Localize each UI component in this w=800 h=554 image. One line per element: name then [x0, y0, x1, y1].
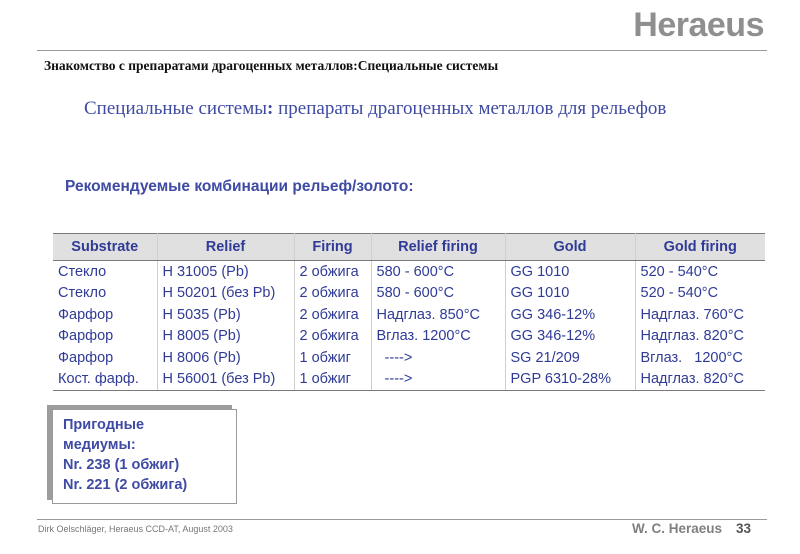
table-cell: 1 обжиг: [294, 369, 371, 391]
table-cell: H 31005 (Pb): [157, 261, 294, 283]
table-cell: Надглаз. 850°C: [371, 304, 505, 326]
table-cell: 520 - 540°C: [640, 263, 719, 280]
table-cell: Вглаз. 1200°C: [640, 349, 743, 366]
table-cell: Надглаз. 820°C: [635, 369, 765, 391]
relief-gold-table: [53, 233, 765, 391]
table-cell: ---->: [371, 369, 505, 391]
table-cell: Надглаз. 820°C: [640, 328, 744, 345]
section-title: Знакомство с препаратами драгоценных металлов:Специальные системы: [44, 58, 499, 73]
column-header-relief-firing: Relief firing: [371, 234, 505, 261]
table-cell: H 5035 (Pb): [157, 304, 294, 326]
combinations-subtitle: Рекомендуемые комбинации рельеф/золото:: [65, 178, 414, 195]
footer-divider: [37, 519, 767, 520]
table-cell: 520 - 540°C: [640, 285, 719, 302]
page-number: 33: [736, 521, 752, 536]
table-cell: GG 1010: [505, 261, 635, 283]
note-line: Пригодные: [63, 417, 145, 433]
footer-company: W. C. Heraeus: [632, 521, 723, 536]
table-cell: 2 обжига: [294, 304, 371, 326]
table-row: [53, 326, 765, 348]
table-cell: ---->: [371, 347, 505, 369]
column-header-gold: Gold: [505, 234, 635, 261]
table-header-row: [53, 234, 765, 261]
table-cell: GG 1010: [505, 283, 635, 305]
table-cell: PGP 6310-28%: [505, 369, 635, 391]
table-cell: Фарфор: [53, 347, 157, 369]
table-row: [53, 369, 765, 391]
note-line: Nr. 221 (2 обжига): [63, 477, 188, 493]
heraeus-logo: Heraeus: [633, 6, 764, 44]
slide-title-colon: :: [267, 98, 274, 119]
slide-title: [84, 98, 666, 120]
table-cell: H 8006 (Pb): [157, 347, 294, 369]
table-row: [53, 261, 765, 283]
table-row: [53, 304, 765, 326]
slide-title-part2: препараты драгоценных металлов для рельефов: [273, 98, 667, 119]
table-cell: H 56001 (без Pb): [157, 369, 294, 391]
table-cell: H 8005 (Pb): [157, 326, 294, 348]
table-cell: Кост. фарф.: [53, 369, 157, 391]
table-cell: 1 обжиг: [294, 347, 371, 369]
table-cell: Фарфор: [53, 304, 157, 326]
table-cell: Вглаз. 1200°C: [371, 326, 505, 348]
table-cell: Фарфор: [53, 326, 157, 348]
column-header-gold-firing: Gold firing: [635, 234, 765, 261]
table-cell: 580 - 600°C: [371, 261, 505, 283]
column-header-firing: Firing: [294, 234, 371, 261]
table-cell: 580 - 600°C: [371, 283, 505, 305]
note-line: Nr. 238 (1 обжиг): [63, 457, 180, 473]
header-divider: [37, 50, 767, 51]
table-cell: 2 обжига: [294, 261, 371, 283]
table-cell: 2 обжига: [294, 283, 371, 305]
table-row: [53, 283, 765, 305]
table-cell: SG 21/209: [505, 347, 635, 369]
table-row: [53, 347, 765, 369]
table-cell: H 50201 (без Pb): [157, 283, 294, 305]
table-cell: Стекло: [53, 283, 157, 305]
table-cell: Надглаз. 760°C: [640, 306, 744, 323]
column-header-substrate: Substrate: [53, 234, 157, 261]
suitable-mediums-note: [52, 409, 237, 504]
note-line: медиумы:: [63, 437, 136, 453]
column-header-relief: Relief: [157, 234, 294, 261]
table-cell: GG 346-12%: [505, 304, 635, 326]
footer-author: Dirk Oelschläger, Heraeus CCD-AT, August 2003: [38, 524, 233, 534]
table-cell: Стекло: [53, 261, 157, 283]
table-cell: GG 346-12%: [505, 326, 635, 348]
table-cell: 2 обжига: [294, 326, 371, 348]
slide-title-part1: Специальные системы: [84, 98, 268, 119]
